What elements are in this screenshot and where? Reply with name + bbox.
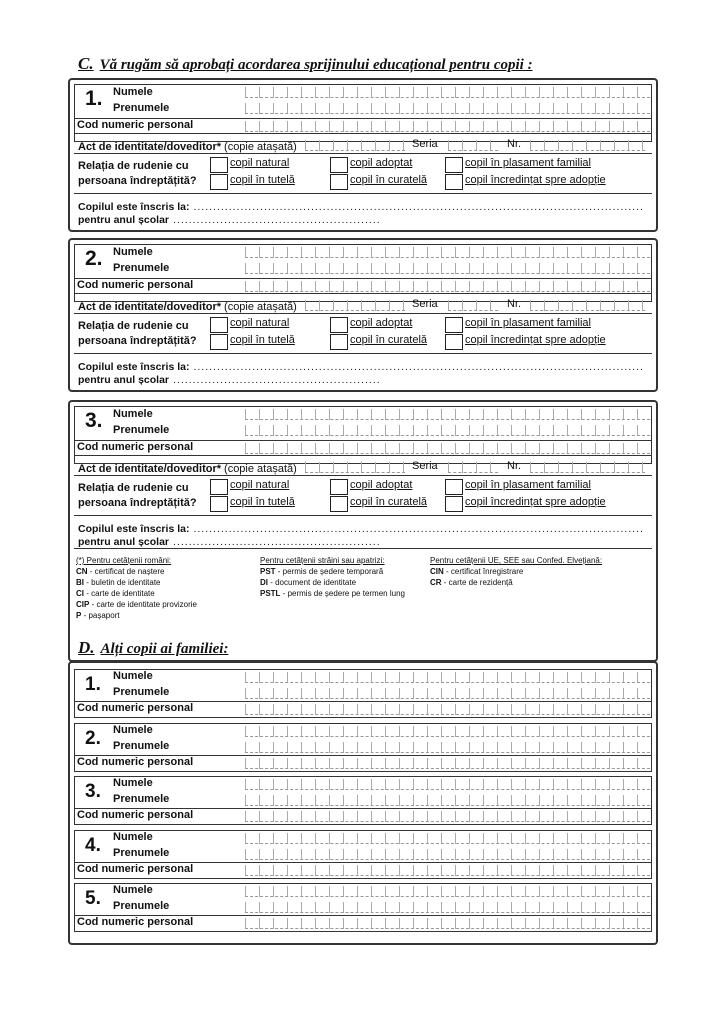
other-child-row [74, 883, 652, 932]
copil-natural-label: copil natural [230, 317, 290, 329]
divider [74, 353, 652, 354]
child-identity-box [74, 84, 652, 142]
prenumele-label: Prenumele [113, 793, 170, 805]
checkbox-copil-natural[interactable] [210, 157, 228, 173]
legend-text: - carte de rezidență [441, 578, 513, 587]
divider [74, 193, 652, 194]
checkbox-copil-natural[interactable] [210, 479, 228, 495]
legend-item [260, 577, 405, 588]
checkbox-copil-natural[interactable] [210, 317, 228, 333]
copil-tutela-label: copil în tutelă [230, 496, 295, 508]
nr-field[interactable] [530, 140, 645, 151]
inscris-label: Copilul este înscris la: [78, 201, 190, 213]
inscris-row [78, 361, 644, 373]
checkbox-copil-incredintat[interactable] [445, 334, 463, 350]
divider [75, 455, 651, 456]
seria-field[interactable] [448, 462, 498, 473]
checkbox-copil-curatela[interactable] [330, 496, 348, 512]
legend-code: CI [76, 589, 84, 598]
anul-field[interactable]: ..................................................... [173, 374, 381, 386]
prenumele-field[interactable] [245, 425, 650, 436]
anul-row [78, 214, 381, 226]
inscris-label: Copilul este înscris la: [78, 361, 190, 373]
prenumele-label: Prenumele [113, 102, 170, 114]
copil-tutela-label: copil în tutelă [230, 174, 295, 186]
legend-item [76, 588, 197, 599]
relatia-label-1: Relația de rudenie cu [78, 160, 189, 172]
act-label: Act de identitate/doveditor* [78, 301, 222, 313]
checkbox-copil-adoptat[interactable] [330, 157, 348, 173]
checkbox-copil-adoptat[interactable] [330, 479, 348, 495]
prenumele-label: Prenumele [113, 739, 170, 752]
act-label: Act de identitate/doveditor* [78, 463, 222, 475]
cnp-field[interactable] [245, 281, 650, 292]
child-block [68, 400, 658, 662]
cnp-field[interactable] [245, 811, 650, 822]
child-number: 1. [85, 87, 103, 110]
cnp-label: Cod numeric personal [77, 702, 194, 714]
other-child-number: 1. [85, 674, 101, 695]
seria-field[interactable] [448, 300, 498, 311]
legend-text: - permis de ședere pe termen lung [280, 589, 405, 598]
copil-natural-label: copil natural [230, 479, 290, 491]
numele-label: Numele [113, 777, 153, 789]
act-type-field[interactable] [305, 300, 405, 311]
copil-tutela-label: copil în tutelă [230, 334, 295, 346]
numele-field[interactable] [245, 247, 650, 258]
section-d-title [78, 638, 228, 658]
act-note: (copie atașată) [224, 141, 297, 153]
prenumele-field[interactable] [245, 688, 650, 699]
numele-field[interactable] [245, 886, 650, 897]
inscris-field[interactable]: ................................................................................................................... [193, 201, 644, 213]
relatia-label-2: persoana îndreptățită? [78, 497, 197, 509]
prenumele-field[interactable] [245, 103, 650, 114]
legend-code: CIN [430, 567, 444, 576]
relatia-label-1: Relația de rudenie cu [78, 482, 189, 494]
other-child-number: 4. [85, 834, 101, 856]
inscris-row [78, 523, 644, 535]
nr-field[interactable] [530, 300, 645, 311]
legend-col-foreign [260, 555, 405, 599]
checkbox-copil-curatela[interactable] [330, 174, 348, 190]
inscris-row [78, 201, 644, 213]
section-c-heading: Vă rugăm să aprobați acordarea sprijinului educațional pentru copii : [99, 57, 533, 73]
numele-label: Numele [113, 884, 153, 896]
legend-item [430, 577, 602, 588]
legend-col-romanian [76, 555, 197, 621]
section-d-letter: D. [78, 638, 95, 657]
anul-label: pentru anul școlar [78, 536, 170, 548]
prenumele-label: Prenumele [113, 686, 170, 698]
act-type-field[interactable] [305, 462, 405, 473]
legend-col1-items [76, 566, 197, 621]
inscris-label: Copilul este înscris la: [78, 523, 190, 535]
copil-curatela-label: copil în curatelă [350, 174, 428, 186]
legend-item [260, 566, 405, 577]
copil-curatela-label: copil în curatelă [350, 496, 428, 508]
anul-label: pentru anul școlar [78, 374, 170, 386]
cnp-field[interactable] [245, 121, 650, 132]
prenumele-field[interactable] [245, 849, 650, 860]
prenumele-field[interactable] [245, 795, 650, 806]
legend-text: - carte de identitate provizorie [89, 600, 197, 609]
checkbox-copil-curatela[interactable] [330, 334, 348, 350]
legend-col3-head: Pentru cetățenii UE, SEE sau Confed. Elvețiană: [430, 556, 603, 565]
legend-col2-head: Pentru cetățenii străini sau apatrizi: [260, 556, 385, 565]
relatia-label-2: persoana îndreptățită? [78, 335, 197, 347]
legend-code: CIP [76, 600, 90, 609]
numele-field[interactable] [245, 726, 650, 737]
nr-field[interactable] [530, 462, 645, 473]
other-child-row [74, 776, 652, 825]
legend-item [430, 566, 602, 577]
child-number: 2. [85, 247, 103, 270]
relatia-label-1: Relația de rudenie cu [78, 320, 189, 332]
checkbox-copil-adoptat[interactable] [330, 317, 348, 333]
inscris-field[interactable]: ................................................................................................................... [193, 523, 644, 535]
checkbox-copil-tutela[interactable] [210, 334, 228, 350]
seria-field[interactable] [448, 140, 498, 151]
seria-label: Seria [412, 138, 438, 150]
legend-item [76, 599, 197, 610]
numele-label: Numele [113, 723, 153, 736]
child-block [68, 238, 658, 392]
copil-adoptat-label: copil adoptat [350, 479, 413, 491]
numele-field[interactable] [245, 833, 650, 844]
divider [75, 293, 651, 294]
checkbox-copil-incredintat[interactable] [445, 496, 463, 512]
cnp-label: Cod numeric personal [77, 916, 194, 928]
cnp-label: Cod numeric personal [77, 119, 194, 131]
nr-label: Nr. [507, 138, 522, 150]
numele-field[interactable] [245, 779, 650, 790]
legend-col3-items [430, 566, 602, 588]
checkbox-copil-tutela[interactable] [210, 496, 228, 512]
child-block [68, 78, 658, 232]
legend-code: DI [260, 578, 268, 587]
legend-item [76, 566, 197, 577]
seria-label: Seria [412, 298, 438, 310]
numele-label: Numele [113, 86, 153, 98]
inscris-field[interactable]: ................................................................................................................... [193, 361, 644, 373]
divider [74, 153, 652, 154]
legend-col-eu [430, 555, 602, 588]
prenumele-field[interactable] [245, 902, 650, 913]
cnp-field[interactable] [245, 443, 650, 454]
numele-field[interactable] [245, 87, 650, 98]
section-d-heading: Alți copii ai familiei: [100, 641, 229, 657]
child-number: 3. [85, 409, 103, 432]
cnp-label: Cod numeric personal [77, 755, 194, 768]
anul-field[interactable]: ..................................................... [173, 214, 381, 226]
numele-field[interactable] [245, 409, 650, 420]
child-identity-box [74, 406, 652, 464]
seria-label: Seria [412, 460, 438, 472]
legend-col2-items [260, 566, 405, 599]
other-child-number: 2. [85, 727, 101, 749]
cnp-field[interactable] [245, 865, 650, 876]
other-child-row [74, 669, 652, 718]
cnp-label: Cod numeric personal [77, 279, 194, 291]
legend-text: - carte de identitate [84, 589, 155, 598]
legend-text: - buletin de identitate [84, 578, 161, 587]
checkbox-copil-plasament[interactable] [445, 317, 463, 333]
divider [74, 548, 652, 549]
prenumele-field[interactable] [245, 742, 650, 753]
cnp-field[interactable] [245, 758, 650, 769]
checkbox-copil-plasament[interactable] [445, 479, 463, 495]
legend-item [76, 577, 197, 588]
checkbox-copil-tutela[interactable] [210, 174, 228, 190]
legend-code: BI [76, 578, 84, 587]
copil-natural-label: copil natural [230, 157, 290, 169]
numele-label: Numele [113, 408, 153, 420]
copil-incredintat-label: copil încredințat spre adopție [465, 496, 606, 508]
cnp-field[interactable] [245, 704, 650, 715]
copil-curatela-label: copil în curatelă [350, 334, 428, 346]
legend-code: CR [430, 578, 442, 587]
child-identity-box [74, 244, 652, 302]
anul-field[interactable]: ..................................................... [173, 536, 381, 548]
section-c-title [78, 54, 533, 74]
other-child-row [74, 723, 652, 772]
copil-plasament-label: copil în plasament familial [465, 157, 591, 169]
legend-code: PSTL [260, 589, 281, 598]
legend-col1-head: (*) Pentru cetățenii români: [76, 556, 172, 565]
copil-incredintat-label: copil încredințat spre adopție [465, 174, 606, 186]
act-note: (copie atașată) [224, 463, 297, 475]
section-c-letter: C. [78, 54, 94, 73]
prenumele-field[interactable] [245, 263, 650, 274]
prenumele-label: Prenumele [113, 424, 170, 436]
legend-item [260, 588, 405, 599]
nr-label: Nr. [507, 460, 522, 472]
copil-adoptat-label: copil adoptat [350, 317, 413, 329]
numele-label: Numele [113, 830, 153, 843]
checkbox-copil-plasament[interactable] [445, 157, 463, 173]
cnp-label: Cod numeric personal [77, 441, 194, 453]
other-child-row [74, 830, 652, 879]
relatia-label-2: persoana îndreptățită? [78, 175, 197, 187]
legend-code: P [76, 611, 82, 620]
numele-field[interactable] [245, 672, 650, 683]
legend-text: - certificat înregistrare [443, 567, 524, 576]
divider [74, 515, 652, 516]
anul-row [78, 374, 381, 386]
legend-text: - document de identitate [268, 578, 357, 587]
legend-code: CN [76, 567, 88, 576]
numele-label: Numele [113, 246, 153, 258]
divider [75, 133, 651, 134]
numele-label: Numele [113, 670, 153, 682]
legend-code: PST [260, 567, 276, 576]
copil-incredintat-label: copil încredințat spre adopție [465, 334, 606, 346]
cnp-label: Cod numeric personal [77, 862, 194, 875]
copil-plasament-label: copil în plasament familial [465, 317, 591, 329]
prenumele-label: Prenumele [113, 846, 170, 859]
anul-label: pentru anul școlar [78, 214, 170, 226]
cnp-label: Cod numeric personal [77, 809, 194, 821]
act-type-field[interactable] [305, 140, 405, 151]
prenumele-label: Prenumele [113, 900, 170, 912]
act-label: Act de identitate/doveditor* [78, 141, 222, 153]
legend-item [76, 610, 197, 621]
other-children-block [68, 661, 658, 945]
legend-text: - permis de ședere temporară [275, 567, 384, 576]
act-note: (copie atașată) [224, 301, 297, 313]
prenumele-label: Prenumele [113, 262, 170, 274]
checkbox-copil-incredintat[interactable] [445, 174, 463, 190]
legend-text: - pașaport [81, 611, 120, 620]
other-child-number: 5. [85, 888, 101, 909]
copil-plasament-label: copil în plasament familial [465, 479, 591, 491]
legend-text: - certificat de naștere [87, 567, 165, 576]
cnp-field[interactable] [245, 918, 650, 929]
divider [74, 313, 652, 314]
nr-label: Nr. [507, 298, 522, 310]
divider [74, 475, 652, 476]
anul-row [78, 536, 381, 548]
other-child-number: 3. [85, 781, 101, 802]
copil-adoptat-label: copil adoptat [350, 157, 413, 169]
